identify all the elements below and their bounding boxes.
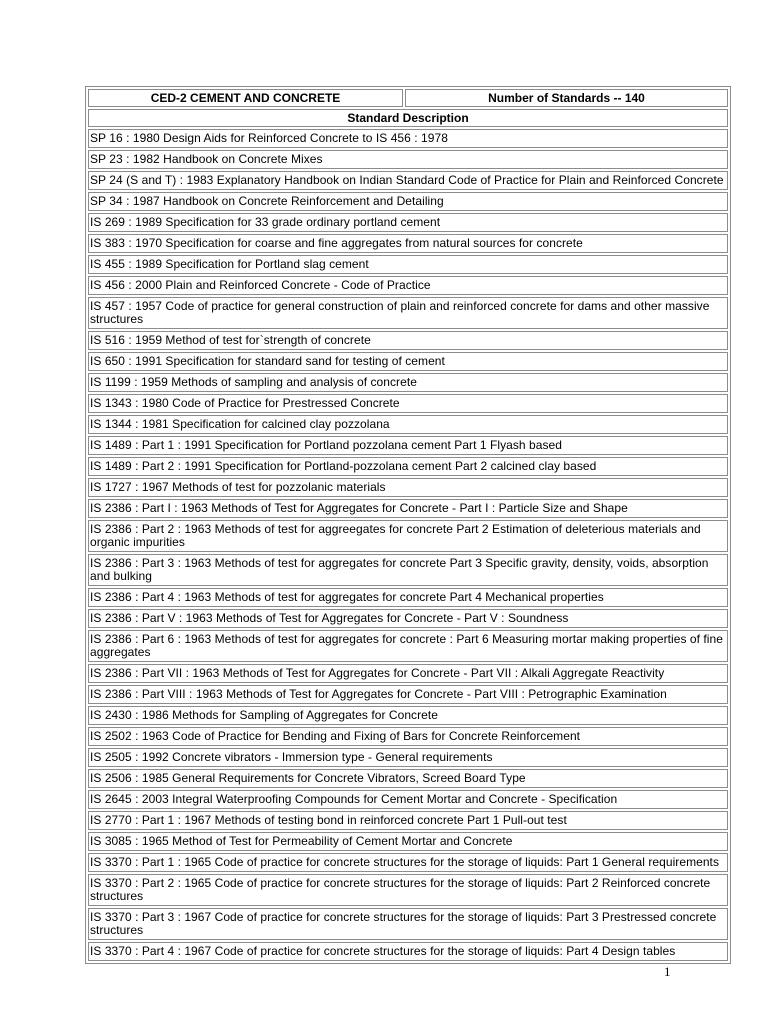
standard-description: SP 16 : 1980 Design Aids for Reinforced Concrete to IS 456 : 1978 xyxy=(88,129,728,148)
standards-count: Number of Standards -- 140 xyxy=(405,89,728,107)
table-row xyxy=(88,874,728,906)
standard-description: IS 1727 : 1967 Methods of test for pozzolanic materials xyxy=(88,478,728,497)
table-row xyxy=(88,727,728,746)
table-row xyxy=(88,297,728,329)
table-row xyxy=(88,192,728,211)
standard-description: IS 2502 : 1963 Code of Practice for Bending and Fixing of Bars for Concrete Reinforcement xyxy=(88,727,728,746)
table-row xyxy=(88,150,728,169)
table-row xyxy=(88,520,728,552)
table-row xyxy=(88,436,728,455)
standard-description: IS 516 : 1959 Method of test for`strength of concrete xyxy=(88,331,728,350)
table-row xyxy=(88,331,728,350)
standard-description: IS 2430 : 1986 Methods for Sampling of Aggregates for Concrete xyxy=(88,706,728,725)
table-row xyxy=(88,942,728,961)
standard-description: IS 455 : 1989 Specification for Portland slag cement xyxy=(88,255,728,274)
table-row xyxy=(88,478,728,497)
table-row xyxy=(88,276,728,295)
standard-description: IS 2386 : Part 3 : 1963 Methods of test for aggregates for concrete Part 3 Specific gravity, density, voids, absorption and bulking xyxy=(88,554,728,586)
table-row xyxy=(88,630,728,662)
standard-description: IS 2386 : Part VII : 1963 Methods of Test for Aggregates for Concrete - Part VII : Alkali Aggregate Reactivity xyxy=(88,664,728,683)
standard-description: IS 2506 : 1985 General Requirements for Concrete Vibrators, Screed Board Type xyxy=(88,769,728,788)
standard-description: IS 650 : 1991 Specification for standard sand for testing of cement xyxy=(88,352,728,371)
standard-description: IS 3085 : 1965 Method of Test for Permeability of Cement Mortar and Concrete xyxy=(88,832,728,851)
standard-description: IS 2386 : Part V : 1963 Methods of Test for Aggregates for Concrete - Part V : Soundness xyxy=(88,609,728,628)
standard-description: IS 2386 : Part 4 : 1963 Methods of test for aggregates for concrete Part 4 Mechanical properties xyxy=(88,588,728,607)
table-row xyxy=(88,373,728,392)
table-row xyxy=(88,415,728,434)
standard-description: IS 383 : 1970 Specification for coarse and fine aggregates from natural sources for concrete xyxy=(88,234,728,253)
standard-description: IS 1344 : 1981 Specification for calcined clay pozzolana xyxy=(88,415,728,434)
standard-description: IS 2770 : Part 1 : 1967 Methods of testing bond in reinforced concrete Part 1 Pull-out test xyxy=(88,811,728,830)
standard-description: IS 2505 : 1992 Concrete vibrators - Immersion type - General requirements xyxy=(88,748,728,767)
standard-description: IS 2386 : Part I : 1963 Methods of Test for Aggregates for Concrete - Part I : Particle Size and Shape xyxy=(88,499,728,518)
table-row xyxy=(88,706,728,725)
table-row xyxy=(88,352,728,371)
table-row xyxy=(88,664,728,683)
table-row xyxy=(88,832,728,851)
standard-description: IS 1199 : 1959 Methods of sampling and analysis of concrete xyxy=(88,373,728,392)
table-row xyxy=(88,853,728,872)
table-row xyxy=(88,129,728,148)
standard-description: SP 34 : 1987 Handbook on Concrete Reinforcement and Detailing xyxy=(88,192,728,211)
table-row xyxy=(88,769,728,788)
standards-list xyxy=(88,129,728,961)
standard-description: IS 3370 : Part 4 : 1967 Code of practice for concrete structures for the storage of liquids: Part 4 Design tables xyxy=(88,942,728,961)
committee-title: CED-2 CEMENT AND CONCRETE xyxy=(88,89,403,107)
column-header-row xyxy=(88,109,728,127)
column-title: Standard Description xyxy=(88,109,728,127)
standard-description: IS 3370 : Part 2 : 1965 Code of practice for concrete structures for the storage of liquids: Part 2 Reinforced concrete structures xyxy=(88,874,728,906)
standard-description: IS 3370 : Part 3 : 1967 Code of practice for concrete structures for the storage of liquids: Part 3 Prestressed concrete structures xyxy=(88,908,728,940)
page-number: 1 xyxy=(664,964,671,979)
standard-description: SP 23 : 1982 Handbook on Concrete Mixes xyxy=(88,150,728,169)
table-row xyxy=(88,171,728,190)
standard-description: IS 3370 : Part 1 : 1965 Code of practice for concrete structures for the storage of liquids: Part 1 General requirements xyxy=(88,853,728,872)
standard-description: IS 457 : 1957 Code of practice for general construction of plain and reinforced concrete for dams and other massive structures xyxy=(88,297,728,329)
table-row xyxy=(88,908,728,940)
standard-description: IS 1489 : Part 2 : 1991 Specification for Portland-pozzolana cement Part 2 calcined clay based xyxy=(88,457,728,476)
standard-description: IS 1343 : 1980 Code of Practice for Prestressed Concrete xyxy=(88,394,728,413)
table-row xyxy=(88,748,728,767)
standard-description: IS 2386 : Part 6 : 1963 Methods of test for aggregates for concrete : Part 6 Measuring mortar making properties of fine aggregates xyxy=(88,630,728,662)
table-row xyxy=(88,394,728,413)
table-row xyxy=(88,213,728,232)
standard-description: IS 269 : 1989 Specification for 33 grade ordinary portland cement xyxy=(88,213,728,232)
standard-description: SP 24 (S and T) : 1983 Explanatory Handbook on Indian Standard Code of Practice for Plain and Reinforced Concrete xyxy=(88,171,728,190)
table-row xyxy=(88,811,728,830)
standards-table xyxy=(85,86,731,964)
standard-description: IS 2645 : 2003 Integral Waterproofing Compounds for Cement Mortar and Concrete - Specification xyxy=(88,790,728,809)
table-row xyxy=(88,588,728,607)
table-row xyxy=(88,609,728,628)
table-row xyxy=(88,457,728,476)
table-row xyxy=(88,255,728,274)
standard-description: IS 1489 : Part 1 : 1991 Specification for Portland pozzolana cement Part 1 Flyash based xyxy=(88,436,728,455)
table-row xyxy=(88,685,728,704)
table-header-row xyxy=(88,89,728,107)
table-row xyxy=(88,499,728,518)
table-row xyxy=(88,790,728,809)
table-row xyxy=(88,234,728,253)
standard-description: IS 456 : 2000 Plain and Reinforced Concrete - Code of Practice xyxy=(88,276,728,295)
standard-description: IS 2386 : Part 2 : 1963 Methods of test for aggreegates for concrete Part 2 Estimation of deleterious materials and organic impurities xyxy=(88,520,728,552)
table-row xyxy=(88,554,728,586)
standard-description: IS 2386 : Part VIII : 1963 Methods of Test for Aggregates for Concrete - Part VIII : Petrographic Examination xyxy=(88,685,728,704)
